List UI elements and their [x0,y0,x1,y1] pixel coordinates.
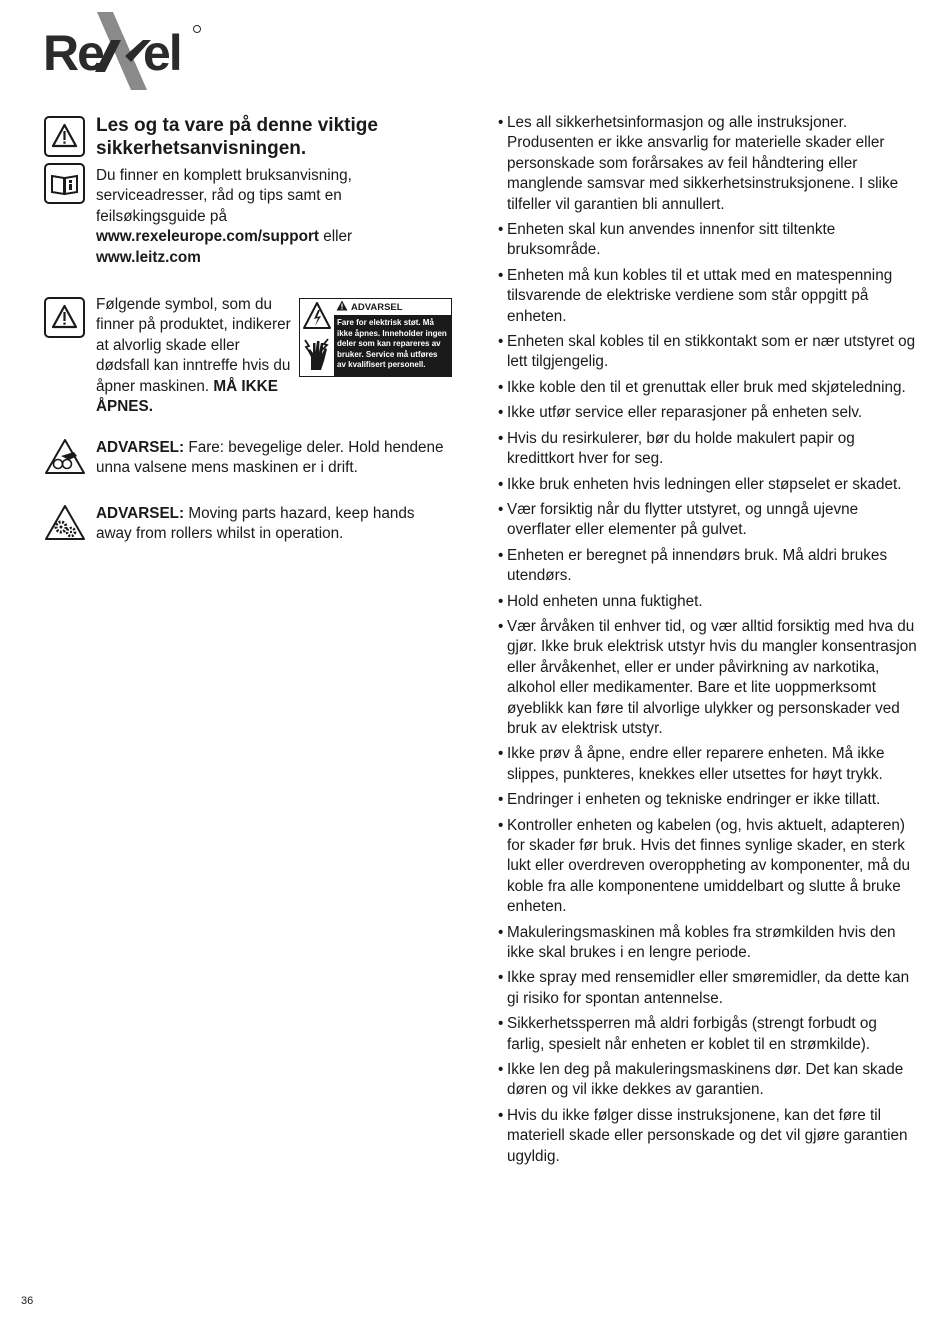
list-item: • Enheten skal kobles til en stikkontakt som er nær utstyret og lett tilgjengelig. [498,333,916,371]
list-item: • Enheten skal kun anvendes innenfor sitt tiltenkte bruksområde. [498,221,836,259]
list-item: • Enheten er beregnet på innendørs bruk. Må aldri brukes utendørs. [498,546,888,585]
svg-text:Re: Re [43,25,103,81]
page-number: 36 [21,1295,34,1307]
list-item: • Vær forsiktig når du flytter utstyret, og unngå ujevne overflater eller elementer på gulvet. [498,500,859,539]
warning-triangle-icon [336,300,348,314]
hand-shock-icon [302,337,332,376]
label-header [334,299,451,316]
list-item: • Enheten må kun kobles til et uttak med en matespenning tilsvarende de elektriske verdiene som står oppgitt på enheten. [498,266,893,325]
list-item: • Ikke len deg på makuleringsmaskinens dør. Det kan skade døren og vil ikke dekkes av garantien. [498,1061,904,1099]
list-item: • Hold enheten unna fuktighet. [498,592,703,610]
list-item: • Makuleringsmaskinen må kobles fra strømkilden hvis den ikke skal brukes i en lengre periode. [498,923,896,962]
do-not-open-text: MÅ IKKE ÅPNES. [96,377,278,416]
electric-hazard-icon [302,301,332,336]
warning-triangle-icon [44,297,85,338]
list-item: • Hvis du ikke følger disse instruksjonene, kan det føre til materiell skade eller personskade og det vil gjøre garantien ugyldig. [498,1106,908,1165]
list-item: • Sikkerhetssperren må aldri forbigås (strengt forbudt og farlig, spesielt når enheten er koblet til en strømkilde). [498,1015,877,1053]
leitz-link[interactable]: www.leitz.com [96,248,201,266]
list-item: • Ikke spray med rensemidler eller smøremidler, da dette kan gi risiko for spontan antennelse. [498,969,910,1007]
list-item: • Kontroller enheten og kabelen (og, hvis aktuelt, adapteren) for skader før bruk. Hvis det finnes synlige skader, en sterk lukt eller overdreven overoppheting av komponenter, må du koble fra alle komponentene umiddelbart og slutte å bruke enheten. [498,816,911,916]
warning-rollers-en: ADVARSEL: Moving parts hazard, keep hands away from rollers whilst in operation. [96,505,415,543]
symbol-note: Følgende symbol, som du finner på produktet, indikerer at alvorlig skade eller dødsfall kan inntreffe hvis du åpner maskinen. MÅ IKKE ÅPNES. [96,296,291,416]
intro-paragraph: Du finner en komplett bruksanvisning, serviceadresser, råd og tips samt en feilsøkingsguide på www.rexeleurope.com/support eller www.leitz.com [96,167,353,266]
electric-shock-warning-label [299,298,452,377]
safety-instructions-list [498,113,918,1172]
support-link[interactable]: www.rexeleurope.com/support [96,228,319,246]
gears-hazard-icon [44,504,86,542]
section-heading: Les og ta vare på denne viktige sikkerhetsanvisningen. [96,115,378,159]
list-item: • Ikke koble den til et grenuttak eller bruk med skjøteledning. [498,378,906,396]
manual-info-icon [44,163,85,204]
svg-text:el: el [143,25,181,81]
label-body: Fare for elektrisk støt. Må ikke åpnes. Inneholder ingen deler som kan repareres av bruker. Service må utføres av kvalifisert personell. [334,316,451,376]
brand-logo [43,10,203,92]
list-item: • Ikke prøv å åpne, endre eller reparere enheten. Må ikke slippes, punkteres, knekkes eller utsettes for høyt trykk. [498,745,885,783]
label-title: ADVARSEL [351,301,403,313]
list-item: • Endringer i enheten og tekniske endringer er ikke tillatt. [498,791,881,809]
warning-rollers-no: ADVARSEL: Fare: bevegelige deler. Hold hendene unna valsene mens maskinen er i drift. [96,439,444,477]
hand-roller-hazard-icon [44,438,86,476]
list-item: • Ikke utfør service eller reparasjoner på enheten selv. [498,404,863,422]
list-item: • Hvis du resirkulerer, bør du holde makulert papir og kredittkort hver for seg. [498,429,855,468]
list-item: • Les all sikkerhetsinformasjon og alle instruksjoner. Produsenten er ikke ansvarlig for materielle skader eller personskade som forårsakes av feil håndtering eller manglende samsvar med sikkerhetsinstruksjonene. I slike tilfeller vil garantien bli annullert. [498,114,899,213]
warning-triangle-icon [44,116,85,157]
list-item: • Vær årvåken til enhver tid, og vær alltid forsiktig med hva du gjør. Ikke bruk elektrisk utstyr hvis du mangler konsentrasjon eller årvåkenhet, eller er under påvirkning av narkotika, alkohol eller medikamenter. Bare et lite uoppmerksomt øyeblikk kan føre til alvorlige ulykker og personskader ved bruk av elektrisk utstyr. [498,617,917,737]
list-item: • Ikke bruk enheten hvis ledningen eller støpselet er skadet. [498,475,902,493]
